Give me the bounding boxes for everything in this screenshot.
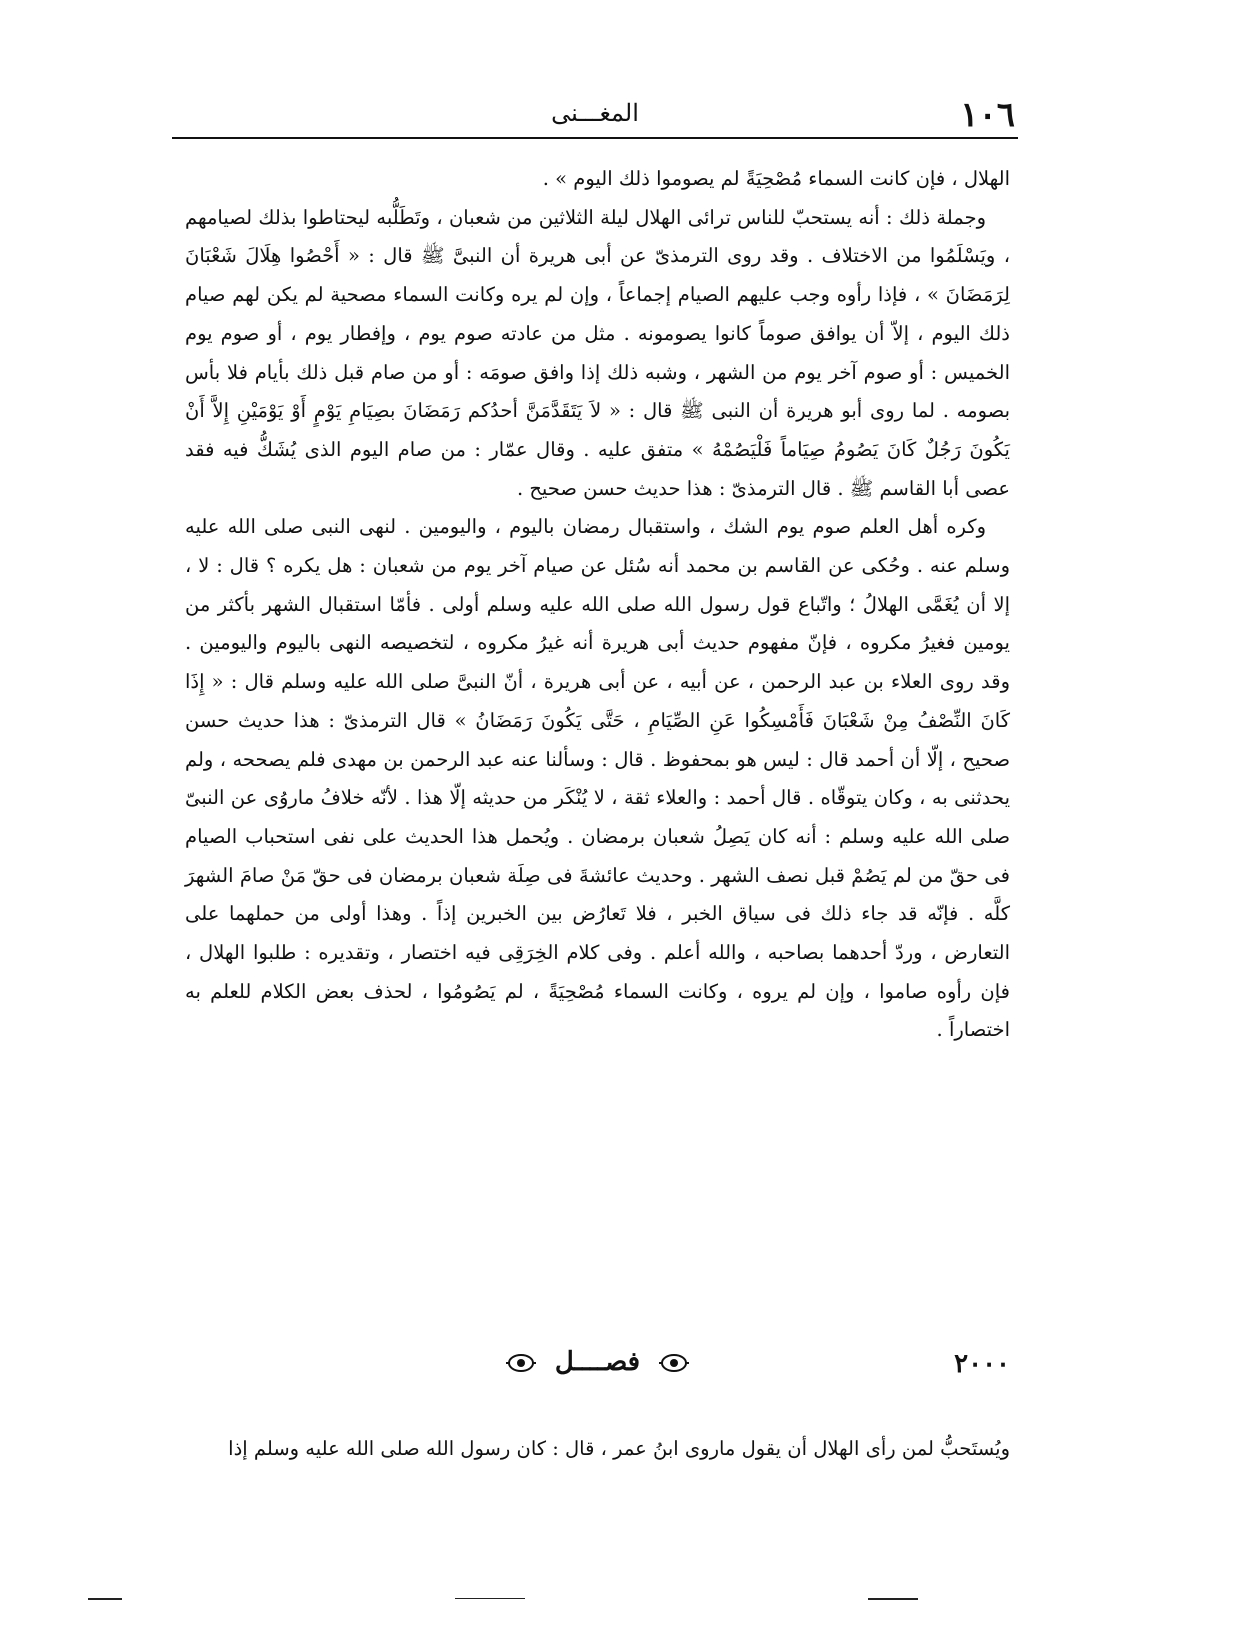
- paragraph-continued: الهلال ، فإن كانت السماء مُصْحِيَةً لم يصوموا ذلك اليوم » .: [542, 167, 1010, 190]
- scan-mark: [455, 1598, 525, 1599]
- continuation-text: ويُستَحبُّ لمن رأى الهلال أن يقول ماروى ابنُ عمر ، قال : كان رسول الله صلى الله عليه وسلم إذا: [228, 1437, 1010, 1460]
- paragraph: وجملة ذلك : أنه يستحبّ للناس ترائى الهلال ليلة الثلاثين من شعبان ، وتَطَلُّبه ليحتاطوا بذلك لصيامهم ، ويَسْلَمُوا من الاختلاف . وقد روى الترمذىّ عن أبى هريرة أن النبىَّ ﷺ قال : « أَحْصُوا هِلَالَ شَعْبَانَ لِرَمَضَانَ » ، فإذا رأوه وجب عليهم الصيام إجماعاً ، وإن لم يره وكانت السماء مصحية لم يكن لهم صيام ذلك اليوم ، إلاّ أن يوافق صوماً كانوا يصومونه . مثل من عادته صوم يوم ، وإفطار يوم ، أو صوم يوم الخميس : أو صوم آخر يوم من الشهر ، وشبه ذلك إذا وافق صومَه : أو من صام قبل ذلك بأيام فلا بأس بصومه . لما روى أبو هريرة أن النبى ﷺ قال : « لاَ يَتَقَدَّمَنَّ أحدُكم رَمَضَانَ بصِيَامِ يَوْمٍ أَوْ يَوْمَيْنِ إِلاَّ أَنْ يَكُونَ رَجُلٌ كَانَ يَصُومُ صِيَاماً فَلْيَصُمْهُ » متفق عليه . وقال عمّار : من صام اليوم الذى يُشَكُّ فيه فقد عصى أبا القاسم ﷺ . قال الترمذىّ : هذا حديث حسن صحيح .: [185, 205, 1010, 500]
- section-number: ٢٠٠٠: [954, 1349, 1010, 1379]
- page-header: [175, 95, 1015, 139]
- header-rule: [172, 137, 1018, 139]
- scan-mark: [868, 1598, 918, 1600]
- section-heading: [185, 1343, 1010, 1393]
- section-title: فصــــل: [554, 1347, 641, 1377]
- paragraph: وكره أهل العلم صوم يوم الشك ، واستقبال رمضان باليوم ، واليومين . لنهى النبى صلى الله عليه وسلم عنه . وحُكى عن القاسم بن محمد أنه سُئل عن صيام آخر يوم من شعبان : هل يكره ؟ قال : لا ، إلا أن يُغَمَّى الهلالُ ؛ واتّباع قول رسول الله صلى الله عليه وسلم أولى . فأمّا استقبال الشهر بأكثر من يومين فغيرُ مكروه ، فإنّ مفهوم حديث أبى هريرة أنه غيرُ مكروه ، لتخصيصه النهى باليوم واليومين . وقد روى العلاء بن عبد الرحمن ، عن أبيه ، عن أبى هريرة ، أنّ النبىَّ صلى الله عليه وسلم قال : « إِذَا كَانَ النِّصْفُ مِنْ شَعْبَانَ فَأَمْسِكُوا عَنِ الصِّيَامِ ، حَتَّى يَكُونَ رَمَضَانُ » قال الترمذىّ : هذا حديث حسن صحيح ، إلّا أن أحمد قال : ليس هو بمحفوظ . قال : وسألنا عنه عبد الرحمن بن مهدى فلم يصححه ، ولم يحدثنى به ، وكان يتوقّاه . قال أحمد : والعلاء ثقة ، لا يُنْكَر من حديثه إلّا هذا . لأنّه خلافُ ماروُى عن النبىّ صلى الله عليه وسلم : أنه كان يَصِلُ شعبان برمضان . ويُحمل هذا الحديث على نفى استحباب الصيام فى حقّ من لم يَصُمْ قبل نصف الشهر . وحديث عائشةَ فى صِلَة شعبان برمضان فى حقّ مَنْ صامَ الشهرَ كلَّه . فإنّه قد جاء ذلك فى سياق الخبر ، فلا تَعارُض بين الخبرين إذاً . وهذا أولى من حملهما على التعارض ، وردّ أحدهما بصاحبه ، والله أعلم . وفى كلام الخِرَقِى فيه اختصار ، وتقديره : طلبوا الهلال ، فإن رأوه صاموا ، وإن لم يروه ، وكانت السماء مُصْحِيَةً ، لم يَصُومُوا ، لحذف بعض الكلام للعلم به اختصاراً .: [185, 515, 1010, 1042]
- running-title: المغـــنى: [551, 99, 639, 127]
- ornament-icon: [506, 1353, 536, 1373]
- scan-mark: [88, 1598, 122, 1600]
- ornament-icon: [659, 1353, 689, 1373]
- page-number: ١٠٦: [960, 95, 1015, 135]
- section-title-wrap: [185, 1347, 1010, 1377]
- main-text: [185, 160, 1010, 1050]
